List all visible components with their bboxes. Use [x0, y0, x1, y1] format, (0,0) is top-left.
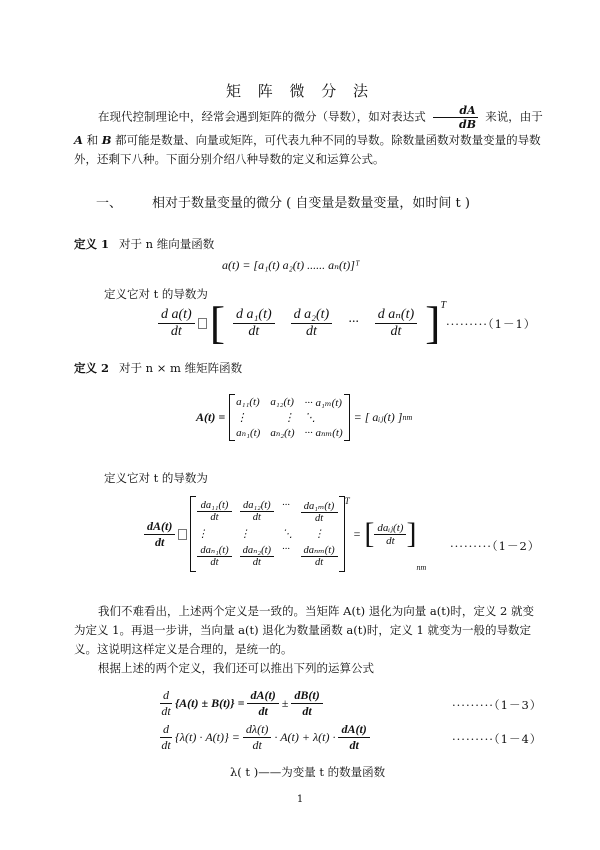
equation-1-4: d dt {λ(t) · A(t)} = $\frac{d\lambda(t)}{dt}$ · A(t) + λ(t) · dA(t) dt	[160, 722, 370, 753]
equation-number-1-4: ·········（1－4）	[452, 732, 543, 746]
section-heading: 一、 相对于数量变量的微分 ( 自变量是数量变量，如时间 t )	[96, 196, 470, 211]
equation-1-2: dA(t) dt da₁₁(t) dt da₁₂(t) dt ··· da₁ₘ(t) dt ⋮ ⋮ ⋱ ⋮ daₙ₁(t) dt daₙ₂(t) dt ··· daₙₘ(t) dt $^T$ = [ daᵢⱼ(t) dt ] nm	[144, 496, 426, 572]
definition-1-derivative-text: 定义它对 t 的导数为	[104, 287, 208, 301]
definition-2-derivative-text: 定义它对 t 的导数为	[104, 471, 208, 485]
page-number: 1	[296, 794, 304, 805]
definition-1-label: 定义 1 对于 n 维向量函数	[74, 237, 215, 251]
intro-paragraph: 在现代控制理论中，经常会遇到矩阵的微分（导数），如对表达式 $\frac{dA}{dB}$ 来说，由于 A 和 B 都可能是数量、向量或矩阵，可代表九种不同的导数。除数量函数对数量变量的导数外，还剩下八种。下面分别介绍八种导数的定义和运算公式。	[74, 104, 543, 166]
equation-1-3: d dt {A(t) ± B(t)} = $\frac{dA(t)}{dt}$ ± $\frac{dB(t)}{dt}$	[160, 688, 323, 719]
equation-1-1: d a(t) dt [ d a₁(t) dt d a₂(t) dt ··· d aₙ(t) dt ] $^T$	[158, 300, 446, 346]
equation-number-1-3: ·········（1－3）	[452, 698, 543, 712]
dA-dB-fraction: $\frac{dA}{dB}$	[433, 104, 477, 131]
lambda-note: λ( t )——为变量 t 的数量函数	[230, 765, 386, 779]
equation-number-1-2: ·········（1－2）	[450, 539, 541, 553]
definition-2-label: 定义 2 对于 n × m 维矩阵函数	[74, 361, 243, 375]
consistency-paragraph: 我们不难看出，上述两个定义是一致的。当矩阵 A(t) 退化为向量 a(t)时，定义 2 就变为定义 1。再退一步讲，当向量 a(t) 退化为数量函数 a(t)时，定义 1 就变为一般的导数定义。这说明这样定义是合理的，是统一的。	[74, 604, 534, 656]
vector-definition: a(t) = [a₁(t) a₂(t) ...... aₙ(t)]ᵀ	[222, 258, 360, 272]
matrix-definition: A(t) = a₁₁(t) a₁₂(t) ··· a₁ₘ(t) ⋮ ⋮ ⋱ aₙ₁(t) aₙ₂(t) ··· aₙₘ(t) = [ aᵢⱼ(t) ] nm	[196, 396, 413, 439]
equation-number-1-1: ·········（1－1）	[446, 317, 537, 331]
page-title: 矩 阵 微 分 法	[225, 82, 375, 100]
operations-intro: 根据上述的两个定义，我们还可以推出下列的运算公式	[98, 661, 374, 675]
